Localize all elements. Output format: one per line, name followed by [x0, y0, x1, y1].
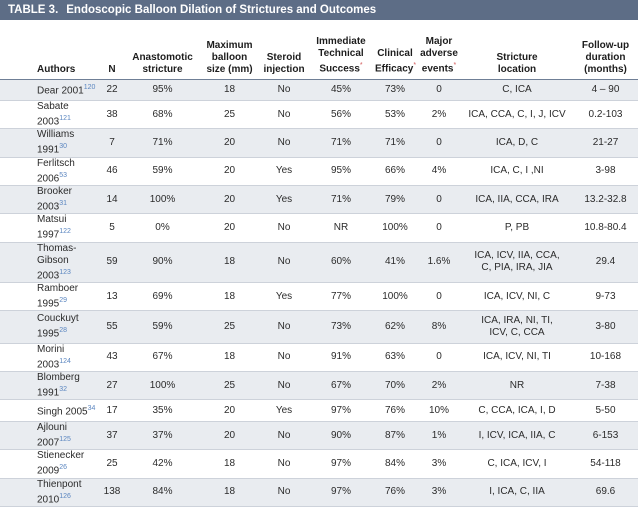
- cell-anastomotic: 59%: [125, 311, 200, 344]
- cell-steroid: Yes: [259, 282, 309, 310]
- cell-immediate: 45%: [309, 79, 373, 101]
- header-immediate: Immediate Technical Success*: [309, 29, 373, 79]
- reference-number: 126: [59, 492, 71, 500]
- cell-steroid: No: [259, 450, 309, 478]
- cell-major: 0: [417, 282, 461, 310]
- cell-anastomotic: 69%: [125, 282, 200, 310]
- cell-location: ICA, IRA, NI, TI, ICV, C, CCA: [461, 311, 573, 344]
- cell-anastomotic: 84%: [125, 478, 200, 506]
- cell-anastomotic: 90%: [125, 242, 200, 282]
- table-row: [0, 282, 638, 310]
- strictures-table: [0, 29, 638, 507]
- cell-anastomotic: 42%: [125, 450, 200, 478]
- cell-n: 14: [99, 185, 125, 213]
- table-row: [0, 129, 638, 157]
- cell-balloon: 18: [200, 242, 259, 282]
- table-row: [0, 478, 638, 506]
- cell-major: 3%: [417, 478, 461, 506]
- header-steroid: Steroid injection: [259, 29, 309, 79]
- cell-n: 46: [99, 157, 125, 185]
- cell-author: Brooker 2003$^{31}$: [0, 185, 99, 213]
- reference-number: 124: [59, 357, 71, 365]
- cell-balloon: 18: [200, 343, 259, 371]
- cell-steroid: No: [259, 421, 309, 449]
- cell-author: Williams 1991$^{30}$: [0, 129, 99, 157]
- table-row: [0, 343, 638, 371]
- cell-immediate: 71%: [309, 129, 373, 157]
- cell-immediate: 91%: [309, 343, 373, 371]
- table-title: Endoscopic Balloon Dilation of Strictures and Outcomes: [66, 4, 377, 16]
- cell-major: 0: [417, 185, 461, 213]
- cell-location: ICA, ICV, NI, C: [461, 282, 573, 310]
- cell-balloon: 18: [200, 450, 259, 478]
- cell-author: Stienecker 2009$^{26}$: [0, 450, 99, 478]
- cell-anastomotic: 67%: [125, 343, 200, 371]
- cell-balloon: 20: [200, 157, 259, 185]
- cell-followup: 69.6: [573, 478, 638, 506]
- cell-location: ICA, D, C: [461, 129, 573, 157]
- cell-balloon: 20: [200, 400, 259, 422]
- cell-author: Ramboer 1995$^{29}$: [0, 282, 99, 310]
- cell-steroid: No: [259, 242, 309, 282]
- cell-immediate: 90%: [309, 421, 373, 449]
- cell-steroid: Yes: [259, 185, 309, 213]
- cell-clinical: 62%: [373, 311, 417, 344]
- cell-location: I, ICA, C, IIA: [461, 478, 573, 506]
- cell-followup: 29.4: [573, 242, 638, 282]
- header-location: Stricture location: [461, 29, 573, 79]
- cell-author: Dear 2001$^{120}$: [0, 79, 99, 101]
- cell-steroid: No: [259, 372, 309, 400]
- reference-number: 26: [59, 464, 68, 472]
- cell-immediate: 95%: [309, 157, 373, 185]
- reference-number: 30: [59, 143, 68, 151]
- cell-major: 0: [417, 129, 461, 157]
- cell-n: 55: [99, 311, 125, 344]
- reference-number: 53: [59, 171, 68, 179]
- table-title-bar: [0, 0, 638, 20]
- cell-n: 37: [99, 421, 125, 449]
- cell-followup: 4 – 90: [573, 79, 638, 101]
- table-row: [0, 421, 638, 449]
- cell-major: 2%: [417, 372, 461, 400]
- cell-steroid: Yes: [259, 400, 309, 422]
- cell-major: 10%: [417, 400, 461, 422]
- cell-immediate: 67%: [309, 372, 373, 400]
- cell-followup: 21-27: [573, 129, 638, 157]
- cell-immediate: 97%: [309, 450, 373, 478]
- cell-clinical: 76%: [373, 478, 417, 506]
- cell-steroid: Yes: [259, 157, 309, 185]
- reference-number: 125: [59, 435, 71, 443]
- cell-immediate: 73%: [309, 311, 373, 344]
- header-authors: Authors: [0, 29, 99, 79]
- table-row: [0, 101, 638, 129]
- cell-location: P, PB: [461, 214, 573, 242]
- cell-immediate: NR: [309, 214, 373, 242]
- cell-n: 59: [99, 242, 125, 282]
- cell-n: 7: [99, 129, 125, 157]
- cell-major: 1.6%: [417, 242, 461, 282]
- cell-clinical: 41%: [373, 242, 417, 282]
- cell-major: 1%: [417, 421, 461, 449]
- header-row: [0, 29, 638, 79]
- cell-anastomotic: 71%: [125, 129, 200, 157]
- cell-balloon: 20: [200, 185, 259, 213]
- cell-anastomotic: 100%: [125, 372, 200, 400]
- cell-major: 3%: [417, 450, 461, 478]
- cell-location: ICA, ICV, IIA, CCA, C, PIA, IRA, JIA: [461, 242, 573, 282]
- table-row: [0, 450, 638, 478]
- cell-clinical: 73%: [373, 79, 417, 101]
- cell-n: 13: [99, 282, 125, 310]
- cell-location: NR: [461, 372, 573, 400]
- cell-balloon: 25: [200, 101, 259, 129]
- cell-anastomotic: 0%: [125, 214, 200, 242]
- cell-balloon: 25: [200, 372, 259, 400]
- cell-steroid: No: [259, 311, 309, 344]
- cell-immediate: 60%: [309, 242, 373, 282]
- reference-number: 120: [83, 84, 96, 92]
- cell-balloon: 25: [200, 311, 259, 344]
- table-row: [0, 311, 638, 344]
- cell-immediate: 97%: [309, 400, 373, 422]
- header-n: N: [99, 29, 125, 79]
- cell-clinical: 70%: [373, 372, 417, 400]
- table-row: [0, 400, 638, 422]
- cell-n: 5: [99, 214, 125, 242]
- cell-followup: 6-153: [573, 421, 638, 449]
- table-row: [0, 372, 638, 400]
- cell-location: C, ICA, ICV, I: [461, 450, 573, 478]
- table-row: [0, 79, 638, 101]
- cell-immediate: 56%: [309, 101, 373, 129]
- cell-clinical: 87%: [373, 421, 417, 449]
- cell-clinical: 79%: [373, 185, 417, 213]
- cell-location: ICA, CCA, C, I, J, ICV: [461, 101, 573, 129]
- table-row: [0, 214, 638, 242]
- cell-location: ICA, ICV, NI, TI: [461, 343, 573, 371]
- cell-clinical: 63%: [373, 343, 417, 371]
- cell-author: Matsui 1997$^{122}$: [0, 214, 99, 242]
- cell-anastomotic: 100%: [125, 185, 200, 213]
- cell-anastomotic: 59%: [125, 157, 200, 185]
- cell-steroid: No: [259, 214, 309, 242]
- cell-location: C, ICA: [461, 79, 573, 101]
- cell-anastomotic: 35%: [125, 400, 200, 422]
- cell-followup: 10-168: [573, 343, 638, 371]
- cell-author: Couckuyt 1995$^{28}$: [0, 311, 99, 344]
- cell-clinical: 76%: [373, 400, 417, 422]
- cell-anastomotic: 37%: [125, 421, 200, 449]
- cell-n: 138: [99, 478, 125, 506]
- cell-clinical: 84%: [373, 450, 417, 478]
- table-row: [0, 157, 638, 185]
- cell-n: 38: [99, 101, 125, 129]
- cell-anastomotic: 95%: [125, 79, 200, 101]
- cell-balloon: 20: [200, 129, 259, 157]
- header-clinical: Clinical Efficacy*: [373, 29, 417, 79]
- cell-author: Thomas-Gibson 2003$^{123}$: [0, 242, 99, 282]
- cell-major: 2%: [417, 101, 461, 129]
- cell-author: Singh 2005$^{34}$: [0, 400, 99, 422]
- reference-number: 28: [59, 327, 68, 335]
- cell-balloon: 18: [200, 478, 259, 506]
- cell-n: 43: [99, 343, 125, 371]
- cell-followup: 10.8-80.4: [573, 214, 638, 242]
- cell-followup: 9-73: [573, 282, 638, 310]
- cell-steroid: No: [259, 101, 309, 129]
- header-anastomotic: Anastomotic stricture: [125, 29, 200, 79]
- cell-steroid: No: [259, 79, 309, 101]
- reference-number: 122: [59, 228, 71, 236]
- cell-immediate: 77%: [309, 282, 373, 310]
- cell-location: I, ICV, ICA, IIA, C: [461, 421, 573, 449]
- cell-location: ICA, IIA, CCA, IRA: [461, 185, 573, 213]
- table-row: [0, 185, 638, 213]
- cell-n: 25: [99, 450, 125, 478]
- cell-author: Thienpont 2010$^{126}$: [0, 478, 99, 506]
- cell-clinical: 100%: [373, 214, 417, 242]
- table-row: [0, 242, 638, 282]
- cell-author: Ajlouni 2007$^{125}$: [0, 421, 99, 449]
- cell-clinical: 53%: [373, 101, 417, 129]
- cell-author: Sabate 2003$^{121}$: [0, 101, 99, 129]
- cell-location: C, CCA, ICA, I, D: [461, 400, 573, 422]
- cell-author: Morini 2003$^{124}$: [0, 343, 99, 371]
- cell-clinical: 100%: [373, 282, 417, 310]
- cell-followup: 54-118: [573, 450, 638, 478]
- cell-clinical: 71%: [373, 129, 417, 157]
- cell-followup: 13.2-32.8: [573, 185, 638, 213]
- cell-author: Ferlitsch 2006$^{53}$: [0, 157, 99, 185]
- cell-n: 27: [99, 372, 125, 400]
- table-label: TABLE 3.: [8, 4, 59, 16]
- cell-author: Blomberg 1991$^{32}$: [0, 372, 99, 400]
- cell-immediate: 97%: [309, 478, 373, 506]
- cell-balloon: 20: [200, 214, 259, 242]
- cell-major: 0: [417, 79, 461, 101]
- cell-location: ICA, C, I ,NI: [461, 157, 573, 185]
- cell-balloon: 20: [200, 421, 259, 449]
- reference-number: 121: [59, 115, 71, 122]
- cell-followup: 3-80: [573, 311, 638, 344]
- cell-major: 4%: [417, 157, 461, 185]
- cell-anastomotic: 68%: [125, 101, 200, 129]
- cell-steroid: No: [259, 478, 309, 506]
- cell-followup: 3-98: [573, 157, 638, 185]
- cell-n: 22: [99, 79, 125, 101]
- header-balloon: Maximum balloon size (mm): [200, 29, 259, 79]
- cell-steroid: No: [259, 343, 309, 371]
- cell-major: 0: [417, 343, 461, 371]
- cell-steroid: No: [259, 129, 309, 157]
- cell-major: 0: [417, 214, 461, 242]
- cell-followup: 7-38: [573, 372, 638, 400]
- cell-followup: 0.2-103: [573, 101, 638, 129]
- cell-n: 17: [99, 400, 125, 422]
- cell-balloon: 18: [200, 282, 259, 310]
- cell-balloon: 18: [200, 79, 259, 101]
- reference-number: 34: [87, 405, 96, 413]
- reference-number: 123: [59, 268, 71, 276]
- cell-followup: 5-50: [573, 400, 638, 422]
- cell-major: 8%: [417, 311, 461, 344]
- reference-number: 29: [59, 296, 68, 304]
- header-major: Major adverse events*: [417, 29, 461, 79]
- reference-number: 32: [59, 386, 68, 394]
- cell-immediate: 71%: [309, 185, 373, 213]
- header-followup: Follow-up duration (months): [573, 29, 638, 79]
- reference-number: 31: [59, 199, 68, 207]
- cell-clinical: 66%: [373, 157, 417, 185]
